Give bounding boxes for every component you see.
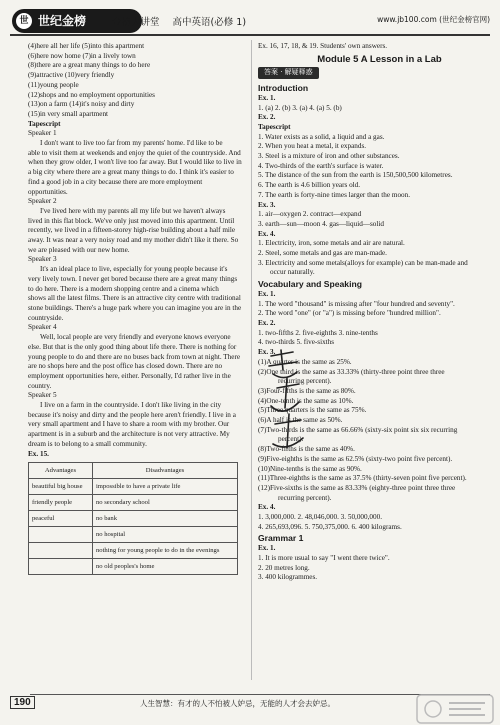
handwriting-scribble	[263, 348, 323, 458]
speaker-2	[28, 197, 246, 255]
exercise-label: Ex. 1.	[258, 544, 276, 553]
answer-line: (8)there are a great many things to do here	[28, 61, 151, 70]
answer-line: (15)in very small apartment	[28, 109, 109, 118]
table-header-row	[29, 463, 238, 479]
column-divider	[251, 40, 252, 680]
table-row	[29, 479, 238, 495]
text-line: I live on a farm in the countryside. I don't like living in the city	[40, 401, 222, 410]
exercise-label: Ex. 4.	[258, 503, 276, 512]
logo-mark-icon: 世	[16, 13, 32, 29]
table-row	[29, 543, 238, 559]
table-row	[29, 527, 238, 543]
tapescript-heading: Tapescript	[258, 122, 291, 131]
answer-list	[28, 42, 246, 120]
answer-line: (6)A half is the same as 50%.	[258, 416, 343, 425]
table-cell	[29, 559, 93, 575]
table-cell: nothing for young people to do in the evenings	[92, 543, 237, 559]
table-cell: impossible to have a private life	[92, 479, 237, 495]
tapescript-heading: Tapescript	[28, 119, 61, 128]
answer-line: (4)here all her life (5)into this apartment	[28, 42, 145, 50]
book-title	[112, 14, 246, 28]
answer-line: Ex. 16, 17, 18, & 19. Students' own answers.	[258, 42, 388, 50]
answer-line: percent).	[278, 435, 304, 444]
text-line: very small apartment and I have to share a room with my brother. Our	[28, 420, 230, 429]
text-line: else. But that is the only good thing about life there. There is nothing for	[28, 342, 237, 351]
text-line: Well, local people are very friendly and everyone knows everyone	[40, 333, 231, 342]
text-line: young people to do and there are no buses back from town at night. There	[28, 352, 241, 361]
table-row	[29, 495, 238, 511]
text-line: I don't want to live too far from my parents' home. I'd like to be	[40, 139, 223, 148]
exercise-label: Ex. 1.	[258, 289, 276, 298]
text-line: to do here. There is a modern shopping centre and a cinema which	[28, 284, 219, 293]
book-name: 高中英语(必修 1)	[172, 17, 247, 28]
speaker-label: Speaker 5	[28, 391, 57, 400]
answer-badge: 答案 · 解疑释惑	[258, 67, 319, 79]
answer-line: (8)Two-fifths is the same as 40%.	[258, 445, 355, 454]
exercise-label: Ex. 4.	[258, 229, 276, 238]
speaker-label: Speaker 2	[28, 197, 57, 206]
answer-line: (13)on a farm (14)it's noisy and dirty	[28, 100, 135, 109]
text-line: because it's noisy and dirty and the people here aren't friendly. I live in a	[28, 410, 236, 419]
answer-line: 3. earth—sun—moon 4. gas—liquid—solid	[258, 219, 384, 228]
answer-line: (11)Three-eighths is the same as 37.5% (thirty-seven point five percent).	[258, 474, 467, 483]
answer-line: (9)Five-eighths is the same as 62.5% (sixty-two point five percent).	[258, 454, 453, 463]
answer-line: (4)One-tenth is the same as 10%.	[258, 396, 354, 405]
text-line: we are pleased with our new home.	[28, 245, 130, 254]
speaker-4	[28, 323, 246, 391]
table-row	[29, 511, 238, 527]
text-line: apartment is in a suburb and the architecture is not very attractive. My	[28, 430, 230, 439]
text-line: It's an ideal place to live, especially for young people because it's	[40, 265, 228, 274]
answer-line: 4. 265,693,096. 5. 750,375,000. 6. 400 kilograms.	[258, 522, 402, 531]
answer-line: 2. 20 metres long.	[258, 563, 310, 572]
answer-line: 1. Water exists as a solid, a liquid and a gas.	[258, 132, 385, 141]
text-line: opportunities.	[28, 187, 68, 196]
table-cell: friendly people	[29, 495, 93, 511]
brand-name: 世纪金榜	[38, 14, 87, 28]
speaker-1	[28, 129, 246, 197]
speaker-5	[28, 391, 246, 449]
table-cell: no secondary school	[92, 495, 237, 511]
text-line: when they grow older, I won't live too far away. But I would like to live in	[28, 158, 242, 167]
table-cell: peaceful	[29, 511, 93, 527]
text-line: employment opportunities here, either. Personally, I'd rather live in the	[28, 371, 231, 380]
speaker-label: Speaker 4	[28, 323, 57, 332]
speaker-label: Speaker 1	[28, 129, 57, 138]
exercise-label: Ex. 2.	[258, 318, 276, 327]
table-cell	[29, 543, 93, 559]
answer-line: 2. Steel, some metals and gas are man-made.	[258, 249, 387, 258]
table-cell: no old peoples's home	[92, 559, 237, 575]
right-column	[258, 42, 483, 583]
answer-line: 4. Two-thirds of the earth's surface is water.	[258, 161, 384, 170]
text-line: stone buildings. There's a huge park where you can imagine you are in the	[28, 303, 242, 312]
answer-line: 2. When you heat a metal, it expands.	[258, 142, 367, 151]
answer-line: (11)young people	[28, 80, 79, 89]
text-line: countryside.	[28, 313, 64, 322]
left-column	[28, 42, 246, 575]
module-title: Module 5 A Lesson in a Lab	[317, 53, 442, 65]
answer-line: 6. The earth is 4.6 billion years old.	[258, 181, 361, 190]
answer-line: (2)One third is the same as 33.33% (thirty-three point three three	[258, 367, 445, 376]
section-heading-introduction: Introduction	[258, 83, 309, 94]
text-line: very lively town. I never get bored because there are a great many things	[28, 274, 238, 283]
answer-line: (9)attractive (10)very friendly	[28, 71, 115, 80]
advantages-table	[28, 462, 238, 575]
table-cell	[29, 527, 93, 543]
answer-line: recurring percent).	[278, 493, 332, 502]
footer-motto: 人生智慧：有才的人不怕被人妒忌，无能的人才会去妒忌。	[140, 699, 335, 708]
answer-line: 1. (a) 2. (b) 3. (a) 4. (a) 5. (b)	[258, 103, 342, 112]
answer-line: (1)A quarter is the same as 25%.	[258, 357, 352, 366]
header-rule	[10, 34, 490, 36]
table-row	[29, 559, 238, 575]
answer-line: 1. It is more usual to say "I went there twice".	[258, 553, 390, 562]
site-url: www.jb100.com (世纪金榜官网)	[377, 15, 490, 24]
column-header: Disadvantages	[92, 463, 237, 479]
answer-line: 1. two-fifths 2. five-eighths 3. nine-tenths	[258, 328, 378, 337]
ex15-heading: Ex. 15.	[28, 449, 49, 458]
answer-line: (12)Five-sixths is the same as 83.33% (eighty-three point three three	[258, 483, 456, 492]
answer-line: 7. The earth is forty-nine times larger than the moon.	[258, 190, 411, 199]
exercise-label: Ex. 3.	[258, 200, 276, 209]
answer-line: 1. air—oxygen 2. contract—expand	[258, 210, 362, 219]
text-line: a big city where there are a great many things to do. I think it's easier to	[28, 168, 234, 177]
text-line: dream is to belong to a small community.	[28, 439, 147, 448]
text-line: find a good job in a city because there are more employment	[28, 177, 203, 186]
text-line: country.	[28, 381, 52, 390]
speaker-label: Speaker 3	[28, 255, 57, 264]
section-heading-grammar: Grammar 1	[258, 533, 304, 544]
answer-line: (6)here now home (7)in a lively town	[28, 51, 136, 60]
answer-line: 1. 3,000,000. 2. 48,046,000. 3. 50,000,000.	[258, 513, 382, 522]
table-cell: beautiful big house	[29, 479, 93, 495]
text-line: able to visit them at weekends and enjoy the quiet of the countryside. And	[28, 148, 241, 157]
speaker-3	[28, 255, 246, 323]
text-line: recently, we lived in a fifteen-storey high-rise building about a half mile	[28, 226, 236, 235]
exercise-label: Ex. 2.	[258, 113, 276, 122]
answer-line: 5. The distance of the sun from the earth is 150,500,500 kilometres.	[258, 171, 453, 180]
answer-line: 3. 400 kilogrammes.	[258, 573, 318, 582]
answer-line: occur naturally.	[270, 268, 315, 277]
answer-line: (7)Two-thirds is the same as 66.66% (sixty-six point six six recurring	[258, 425, 458, 434]
exercise-label: Ex. 3.	[258, 348, 276, 357]
page-footer	[0, 690, 500, 725]
answer-line: 1. Electricity, iron, some metals and air are natural.	[258, 239, 405, 248]
answer-line: 3. Steel is a mixture of iron and other substances.	[258, 152, 400, 161]
answer-line: (10)Nine-tenths is the same as 90%.	[258, 464, 362, 473]
answer-line: (5)Three quarters is the same as 75%.	[258, 406, 367, 415]
column-header: Advantages	[29, 463, 93, 479]
text-line: shows all the latest films. There is an attractive city centre with traditional	[28, 294, 241, 303]
text-line: are no shops here and the post office has closed down. There are no	[28, 362, 223, 371]
table-cell: no bank	[92, 511, 237, 527]
page-header	[0, 0, 500, 40]
watermark-stamp-icon	[415, 693, 495, 725]
answer-line: (3)Four-fifths is the same as 80%.	[258, 386, 356, 395]
answer-line: recurring percent).	[278, 377, 332, 386]
page-number: 190	[10, 696, 35, 709]
text-line: I've lived here with my parents all my life but we haven't always	[40, 206, 226, 215]
exercise-label: Ex. 1.	[258, 93, 276, 102]
course-name: 金榜大讲堂	[112, 17, 160, 28]
answer-line: 3. Electricity and some metals(alloys for example) can be man-made and	[258, 258, 468, 267]
text-line: lived in this flat block. We've only just moved into this apartment. Until	[28, 216, 235, 225]
section-heading-vocabulary: Vocabulary and Speaking	[258, 279, 362, 290]
answer-line: (12)shops and no employment opportunities	[28, 90, 155, 99]
answer-line: 1. The word "thousand" is missing after "four hundred and seventy".	[258, 299, 455, 308]
answer-line: 2. The word "one" (or "a") is missing before "hundred million".	[258, 309, 441, 318]
text-line: away. It was near a very noisy road and my mother didn't like it there. So	[28, 236, 239, 245]
table-cell: no hospital	[92, 527, 237, 543]
answer-line: 4. two-thirds 5. five-sixths	[258, 338, 335, 347]
